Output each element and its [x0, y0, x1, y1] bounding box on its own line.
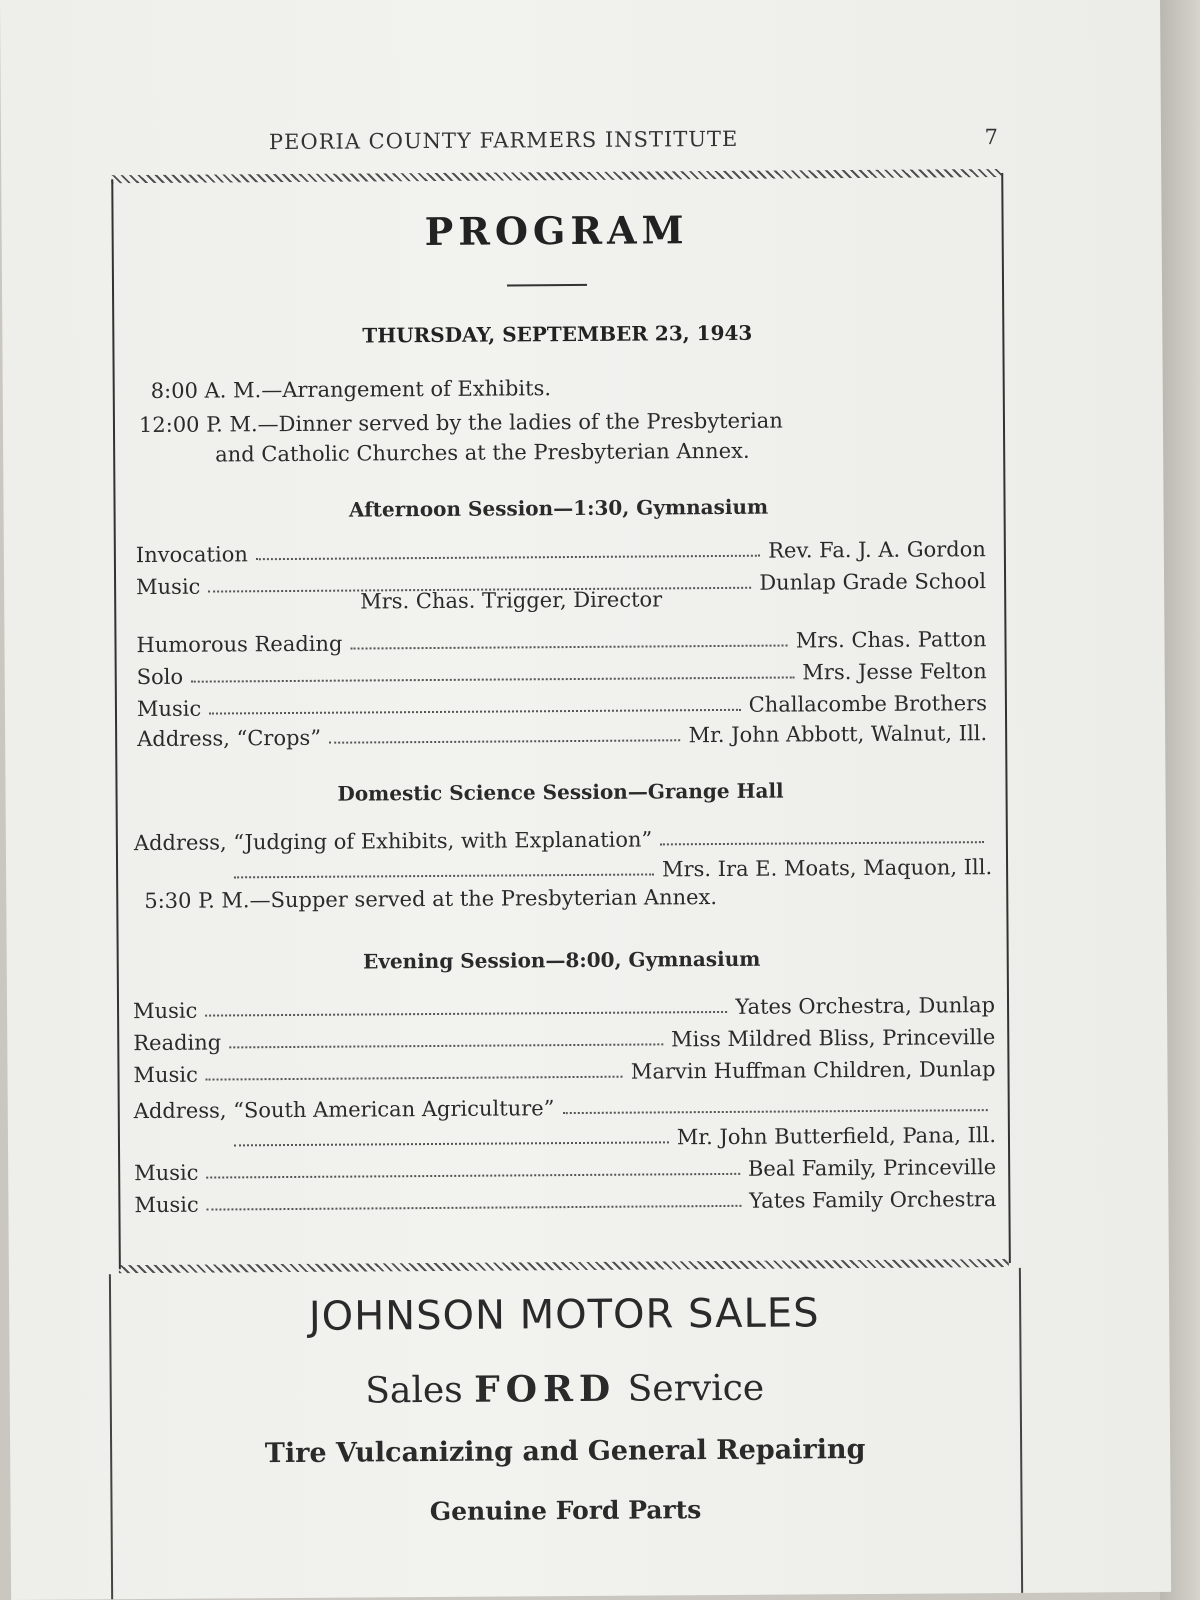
program-entry: Invocation Rev. Fa. J. A. Gordon — [135, 537, 986, 568]
program-entry: Music Beal Family, Princeville — [134, 1155, 997, 1186]
running-header — [269, 125, 999, 154]
schedule-line: 12:00 P. M.—Dinner served by the ladies of the Presbyterian — [138, 408, 783, 438]
program-entry: Music Marvin Huffman Children, Dunlap — [133, 1057, 996, 1088]
program-entry: Address, “Crops” Mr. John Abbott, Walnut, Ill. — [137, 721, 988, 752]
program-entry: Address, “Judging of Exhibits, with Explanation” — [134, 819, 992, 855]
ad-tagline: Sales FORD Service — [365, 1367, 765, 1412]
program-entry: Music Dunlap Grade School — [136, 569, 987, 600]
program-entry: Address, “South American Agriculture” — [134, 1087, 996, 1123]
program-date: THURSDAY, SEPTEMBER 23, 1943 — [362, 320, 753, 348]
domestic-session-heading: Domestic Science Session—Grange Hall — [337, 778, 784, 806]
program-entry-continued: Mrs. Ira E. Moats, Maquon, Ill. — [234, 849, 992, 884]
ad-parts: Genuine Ford Parts — [429, 1495, 702, 1527]
director-note: Mrs. Chas. Trigger, Director — [360, 587, 663, 614]
evening-session-heading: Evening Session—8:00, Gymnasium — [362, 946, 761, 974]
program-entry: Humorous Reading Mrs. Chas. Patton — [136, 627, 987, 658]
ad-brand: FORD — [473, 1367, 617, 1411]
afternoon-session-heading: Afternoon Session—1:30, Gymnasium — [348, 494, 769, 522]
program-title: PROGRAM — [424, 207, 689, 255]
page-number: 7 — [984, 125, 1000, 150]
program-entry-continued: Mr. John Butterfield, Pana, Ill. — [234, 1117, 996, 1152]
program-entry: Solo Mrs. Jesse Felton — [136, 659, 987, 690]
program-entry: Music Challacombe Brothers — [136, 691, 988, 722]
ad-business-name: JOHNSON MOTOR SALES — [308, 1290, 820, 1340]
program-entry: Reading Miss Mildred Bliss, Princeville — [133, 1025, 996, 1056]
schedule-line: 5:30 P. M.—Supper served at the Presbyterian Annex. — [144, 885, 718, 914]
program-entry: Music Yates Family Orchestra — [134, 1187, 997, 1218]
schedule-line: 8:00 A. M.—Arrangement of Exhibits. — [150, 376, 552, 403]
program-entry: Music Yates Orchestra, Dunlap — [132, 993, 996, 1024]
schedule-line-continued: and Catholic Churches at the Presbyterian Annex. — [215, 438, 750, 467]
header-title: PEORIA COUNTY FARMERS INSTITUTE — [268, 126, 739, 155]
ad-services: Tire Vulcanizing and General Repairing — [264, 1433, 866, 1470]
